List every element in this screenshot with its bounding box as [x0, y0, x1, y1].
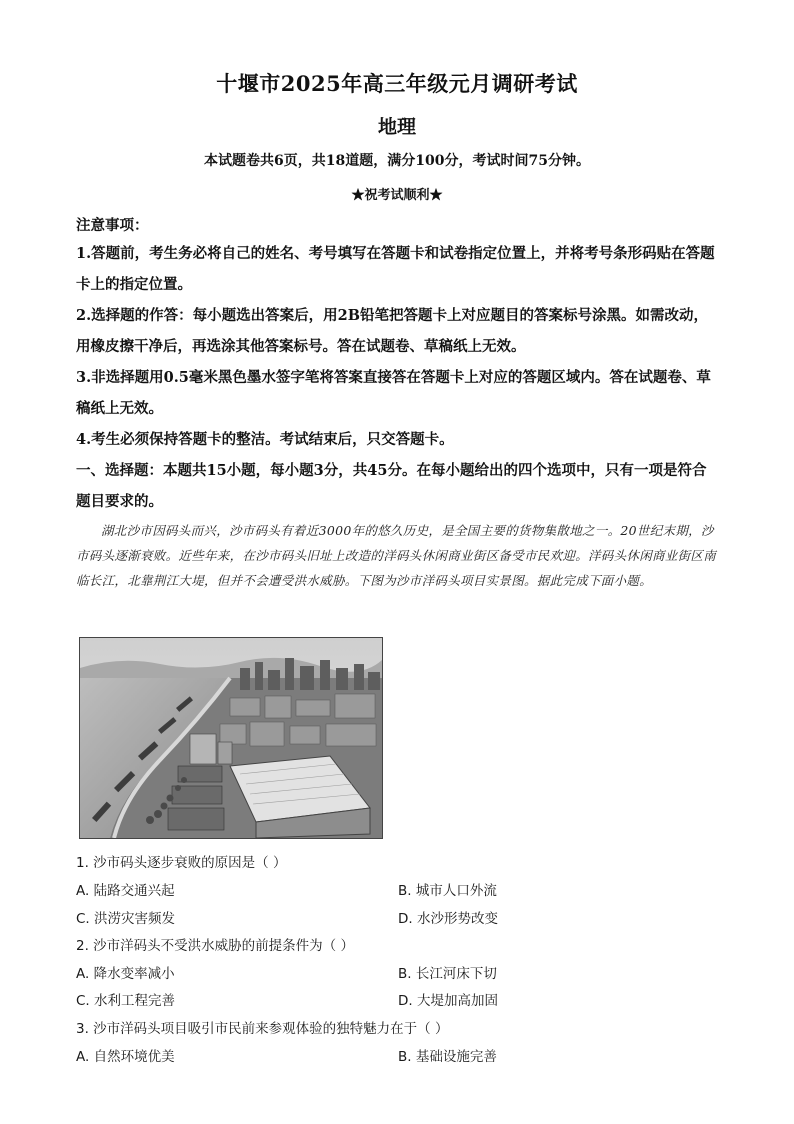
question-1-option-b: B. 城市人口外流: [398, 883, 497, 899]
question-3-option-a: A. 自然环境优美: [76, 1049, 175, 1065]
note-item: 4.考生必须保持答题卡的整洁。考试结束后，只交答题卡。: [76, 431, 454, 448]
note-item: 3.非选择题用0.5毫米黑色墨水签字笔将答案直接答在答题卡上对应的答题区域内。答在试题卷、草稿纸上无效。: [76, 369, 711, 417]
question-1-option-a: A. 陆路交通兴起: [76, 883, 175, 899]
notes-list: [76, 238, 720, 455]
section-heading: 一、选择题：本题共15小题，每小题3分，共45分。在每小题给出的四个选项中，只有一项是符合题目要求的。: [76, 462, 707, 510]
question-2-option-a: A. 降水变率减小: [76, 966, 175, 982]
note-item: 1.答题前，考生务必将自己的姓名、考号填写在答题卡和试卷指定位置上，并将考号条形码贴在答题卡上的指定位置。: [76, 245, 715, 293]
question-3-stem: 3. 沙市洋码头项目吸引市民前来参观体验的独特魅力在于（ ）: [76, 1021, 449, 1037]
waterfront-photo: [79, 637, 383, 839]
question-2-option-b: B. 长江河床下切: [398, 966, 497, 982]
question-2-stem: 2. 沙市洋码头不受洪水威胁的前提条件为（ ）: [76, 938, 354, 954]
question-1-option-d: D. 水沙形势改变: [398, 911, 498, 927]
question-2-option-d: D. 大堤加高加固: [398, 993, 498, 1009]
question-1-stem: 1. 沙市码头逐步衰败的原因是（ ）: [76, 855, 287, 871]
good-luck-line: ★祝考试顺利★: [351, 188, 443, 203]
exam-info: 本试题卷共6页，共18道题，满分100分，考试时间75分钟。: [204, 153, 590, 169]
subject-title: 地理: [377, 116, 416, 138]
note-item: 2.选择题的作答：每小题选出答案后，用2B铅笔把答题卡上对应题目的答案标号涂黑。如需改动，用橡皮擦干净后，再选涂其他答案标号。答在试题卷、草稿纸上无效。: [76, 307, 708, 355]
notes-heading: 注意事项：: [76, 217, 149, 234]
question-2-option-c: C. 水利工程完善: [76, 993, 176, 1009]
exam-title: 十堰市2025年高三年级元月调研考试: [216, 71, 578, 96]
reading-passage: 湖北沙市因码头而兴，沙市码头有着近3000年的悠久历史，是全国主要的货物集散地之一。20世纪末期，沙市码头逐渐衰败。近些年来，在沙市码头旧址上改造的洋码头休闲商业街区备受市民欢迎。洋码头休闲商业街区南临长江，北靠荆江大堤，但并不会遭受洪水威胁。下图为沙市洋码头项目实景图。据此完成下面小题。: [76, 523, 717, 588]
question-3-option-b: B. 基础设施完善: [398, 1049, 497, 1065]
question-1-option-c: C. 洪涝灾害频发: [76, 911, 176, 927]
